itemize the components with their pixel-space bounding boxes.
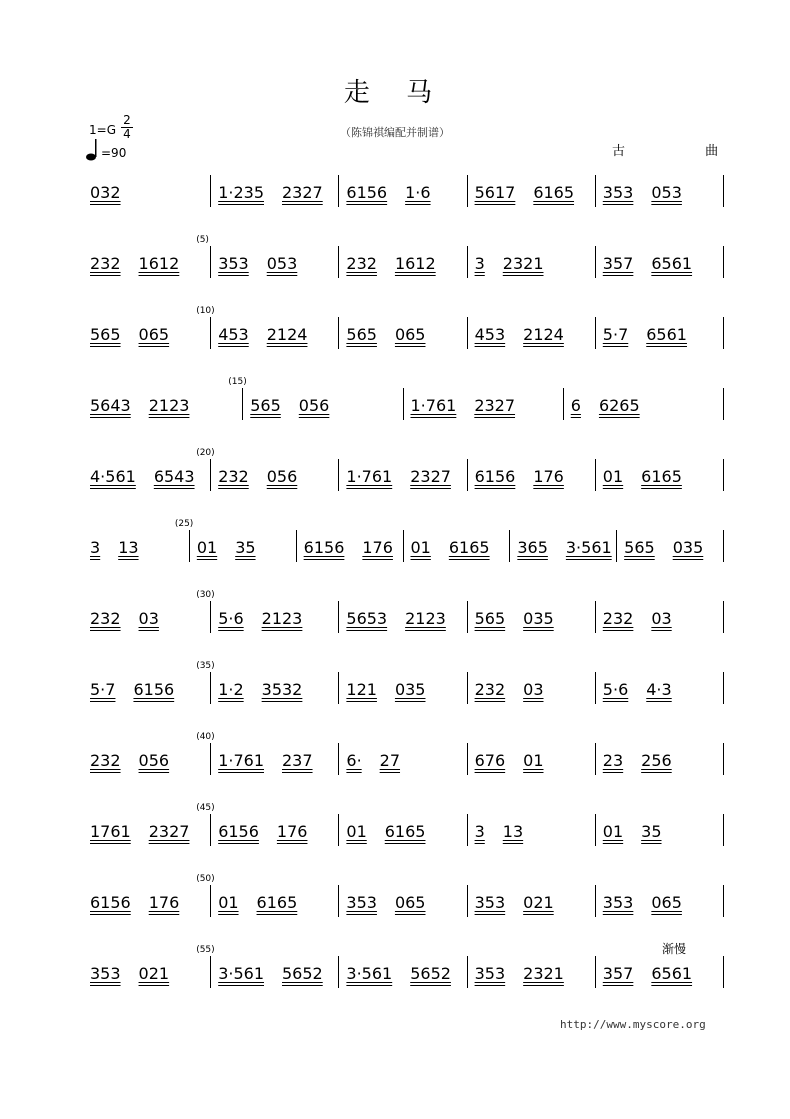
measure: [475, 893, 572, 912]
note-group: 5643: [90, 396, 131, 415]
tempo-marking: =90: [101, 146, 127, 160]
note-group: 232: [602, 609, 634, 628]
note-group: 1761: [90, 822, 131, 841]
note-group: 03: [138, 609, 159, 628]
note-group: 021: [523, 893, 554, 912]
measure: [218, 680, 320, 699]
note-group: 01: [523, 751, 544, 770]
measure: [218, 467, 315, 486]
note-group: 5·7: [90, 680, 116, 699]
barline: [338, 246, 339, 278]
barline: [403, 530, 404, 562]
measure-number: (10): [196, 306, 215, 316]
barline: [595, 601, 596, 633]
note-group: 1·761: [346, 467, 393, 486]
note-group: 035: [394, 680, 426, 699]
measure: [571, 396, 658, 415]
measure: [603, 609, 690, 628]
note-group: 2124: [523, 325, 564, 344]
note-group: 6165: [641, 467, 682, 486]
note-group: 6165: [533, 183, 575, 202]
note-group: 03: [651, 609, 672, 628]
barline: [403, 388, 404, 420]
measure: [411, 538, 508, 557]
note-group: 2124: [266, 325, 308, 344]
measure: [346, 680, 443, 699]
note-group: 4·561: [90, 467, 136, 486]
note-group: 35: [235, 538, 256, 557]
measure: [603, 751, 690, 770]
barline: [595, 814, 596, 846]
barline: [723, 601, 724, 633]
note-group: 35: [641, 822, 662, 841]
notation-row: [0, 235, 790, 286]
note-group: 353: [90, 964, 121, 983]
note-group: 6: [570, 396, 581, 415]
note-group: 6156: [218, 822, 259, 841]
note-group: 065: [651, 893, 682, 912]
barline: [338, 743, 339, 775]
note-group: 056: [298, 396, 330, 415]
measure: [475, 964, 582, 983]
barline: [467, 672, 468, 704]
measure: [90, 325, 187, 344]
note-group: 2327: [282, 183, 323, 202]
note-group: 357: [602, 964, 634, 983]
barline: [338, 672, 339, 704]
note-group: 5652: [282, 964, 323, 983]
note-group: 056: [138, 751, 170, 770]
note-group: 035: [672, 538, 704, 557]
measure-number: (55): [196, 945, 215, 955]
barline: [467, 885, 468, 917]
note-group: 035: [523, 609, 554, 628]
note-group: 232: [90, 751, 121, 770]
note-group: 27: [379, 751, 401, 770]
measure: [603, 893, 700, 912]
note-group: 23: [602, 751, 624, 770]
measure-number: (50): [196, 874, 215, 884]
note-group: 2123: [405, 609, 446, 628]
barline: [467, 459, 468, 491]
note-group: 1·235: [218, 183, 264, 202]
notation-row: [0, 519, 790, 570]
note-group: 176: [533, 467, 564, 486]
measure: [90, 964, 187, 983]
barline: [563, 388, 564, 420]
note-group: 121: [346, 680, 377, 699]
note-group: 1·2: [218, 680, 244, 699]
barline: [595, 246, 596, 278]
barline: [210, 317, 211, 349]
measure: [603, 325, 705, 344]
score-title: 走 马: [343, 78, 447, 108]
barline: [723, 459, 724, 491]
note-group: 565: [624, 538, 655, 557]
note-group: 5·7: [602, 325, 629, 344]
barline: [595, 175, 596, 207]
barline: [595, 459, 596, 491]
measure: [346, 609, 463, 628]
note-group: 353: [474, 893, 506, 912]
note-group: 5·6: [602, 680, 629, 699]
measure: [624, 538, 721, 557]
barline: [210, 601, 211, 633]
measure: [603, 964, 710, 983]
note-group: 6156: [346, 183, 388, 202]
measure: [346, 751, 418, 770]
barline: [467, 601, 468, 633]
note-group: 053: [266, 254, 298, 273]
note-group: 6561: [651, 254, 693, 273]
note-group: 565: [346, 325, 377, 344]
barline: [467, 814, 468, 846]
barline: [210, 743, 211, 775]
note-group: 6561: [646, 325, 687, 344]
measure-number: (25): [174, 519, 194, 529]
barline: [338, 175, 339, 207]
notation-row: [0, 803, 790, 854]
measure: [218, 183, 341, 202]
note-group: 6165: [256, 893, 298, 912]
barline: [467, 175, 468, 207]
note-group: 1612: [394, 254, 436, 273]
note-group: 176: [276, 822, 308, 841]
barline: [210, 956, 211, 988]
note-group: 021: [138, 964, 170, 983]
note-group: 056: [266, 467, 298, 486]
measure: [90, 893, 197, 912]
measure: [475, 609, 572, 628]
note-group: 176: [362, 538, 393, 557]
barline: [509, 530, 510, 562]
note-group: 3·561: [346, 964, 393, 983]
barline: [210, 459, 211, 491]
barline: [467, 956, 468, 988]
measure: [475, 751, 562, 770]
barline: [723, 956, 724, 988]
note-group: 01: [346, 822, 367, 841]
measure: [346, 822, 443, 841]
measure-number: (45): [196, 803, 215, 813]
barline: [723, 317, 724, 349]
measure: [603, 822, 680, 841]
ritardando-marking: 渐慢: [662, 942, 687, 956]
note-group: 453: [474, 325, 506, 344]
measure: [475, 680, 562, 699]
measure: [346, 183, 448, 202]
barline: [467, 317, 468, 349]
barline: [189, 530, 190, 562]
measure: [90, 183, 139, 202]
notation-row: [0, 732, 790, 783]
note-group: 6156: [474, 467, 516, 486]
measure: [346, 254, 453, 273]
measure: [90, 680, 192, 699]
note-group: 01: [196, 538, 218, 557]
measure: [411, 396, 534, 415]
barline: [210, 814, 211, 846]
notation-row: [0, 377, 790, 428]
measure: [90, 467, 213, 486]
note-group: 353: [602, 893, 634, 912]
time-signature: [121, 114, 133, 141]
measure: [475, 183, 592, 202]
note-group: 232: [346, 254, 377, 273]
note-group: 232: [90, 609, 121, 628]
barline: [723, 672, 724, 704]
note-group: 2123: [148, 396, 190, 415]
measure-number: (15): [228, 377, 247, 387]
barline: [467, 743, 468, 775]
measure-number: (5): [196, 235, 209, 245]
barline: [338, 814, 339, 846]
note-group: 2327: [474, 396, 516, 415]
note-group: 1·761: [218, 751, 264, 770]
barline: [242, 388, 243, 420]
note-group: 6561: [651, 964, 693, 983]
measure: [90, 751, 187, 770]
note-group: 5652: [410, 964, 451, 983]
note-group: 256: [641, 751, 672, 770]
measure-number: (35): [196, 661, 215, 671]
note-group: 065: [138, 325, 170, 344]
time-signature-bottom: 4: [123, 127, 131, 141]
note-group: 353: [602, 183, 634, 202]
note-group: 6543: [153, 467, 195, 486]
note-group: 1·6: [405, 183, 431, 202]
barline: [210, 246, 211, 278]
note-group: 676: [474, 751, 506, 770]
note-group: 353: [218, 254, 249, 273]
barline: [467, 246, 468, 278]
measure: [250, 396, 347, 415]
note-group: 3: [474, 254, 485, 273]
note-group: 565: [474, 609, 506, 628]
note-group: 6·: [346, 751, 362, 770]
note-group: 3·561: [218, 964, 264, 983]
measure-number: (40): [196, 732, 215, 742]
note-group: 353: [474, 964, 506, 983]
note-group: 357: [602, 254, 634, 273]
note-group: 3: [90, 538, 101, 557]
note-group: 01: [410, 538, 431, 557]
note-group: 13: [502, 822, 524, 841]
barline: [595, 885, 596, 917]
note-group: 232: [218, 467, 249, 486]
measure: [90, 822, 207, 841]
barline: [595, 317, 596, 349]
note-group: 032: [90, 183, 121, 202]
measure: [603, 183, 700, 202]
note-group: 5617: [474, 183, 516, 202]
note-group: 3: [474, 822, 485, 841]
note-group: 237: [282, 751, 313, 770]
note-group: 176: [148, 893, 180, 912]
measure: [603, 254, 710, 273]
time-signature-top: 2: [123, 113, 131, 127]
note-group: 065: [394, 893, 426, 912]
barline: [210, 175, 211, 207]
barline: [723, 885, 724, 917]
barline: [723, 743, 724, 775]
measure: [90, 254, 197, 273]
measure: [346, 325, 443, 344]
measure: [218, 751, 330, 770]
measure: [517, 538, 629, 557]
barline: [338, 459, 339, 491]
genre-label: 古 曲: [612, 144, 757, 159]
note-group: 2321: [523, 964, 564, 983]
note-group: 232: [90, 254, 121, 273]
barline: [595, 956, 596, 988]
notation-row: [0, 306, 790, 357]
barline: [616, 530, 617, 562]
barline: [595, 743, 596, 775]
measure: [475, 325, 582, 344]
barline: [210, 885, 211, 917]
barline: [723, 530, 724, 562]
notation-row: [0, 661, 790, 712]
notation-row: [0, 175, 790, 215]
arranger-credit: （陈锦祺编配并制谱）: [340, 126, 450, 139]
measure: [475, 822, 542, 841]
measure: [197, 538, 274, 557]
key-signature: 1=G: [89, 123, 116, 137]
note-group: 01: [602, 467, 624, 486]
note-group: 232: [474, 680, 506, 699]
measure-number: (20): [196, 448, 215, 458]
measure: [304, 538, 411, 557]
note-group: 453: [218, 325, 249, 344]
barline: [338, 601, 339, 633]
note-group: 365: [517, 538, 548, 557]
measure: [218, 964, 341, 983]
measure: [218, 609, 320, 628]
measure: [346, 893, 443, 912]
note-group: 01: [218, 893, 239, 912]
note-group: 6265: [598, 396, 640, 415]
barline: [723, 246, 724, 278]
barline: [296, 530, 297, 562]
measure: [90, 538, 157, 557]
barline: [595, 672, 596, 704]
note-group: 053: [651, 183, 682, 202]
note-group: 01: [602, 822, 624, 841]
note-group: 3532: [261, 680, 303, 699]
measure: [90, 396, 207, 415]
quarter-note-icon: [86, 139, 100, 161]
measure: [346, 467, 469, 486]
measure: [475, 254, 562, 273]
barline: [338, 885, 339, 917]
measure-number: (30): [196, 590, 215, 600]
note-group: 353: [346, 893, 377, 912]
measure: [90, 609, 177, 628]
note-group: 6156: [133, 680, 175, 699]
note-group: 5653: [346, 609, 388, 628]
note-group: 2327: [148, 822, 190, 841]
measure: [218, 325, 325, 344]
note-group: 2123: [261, 609, 303, 628]
notation-row: [0, 874, 790, 925]
note-group: 6165: [384, 822, 426, 841]
barline: [210, 672, 211, 704]
note-group: 2327: [410, 467, 451, 486]
note-group: 6156: [303, 538, 345, 557]
notation-row: [0, 590, 790, 641]
measure: [218, 822, 325, 841]
measure: [218, 254, 315, 273]
notation-row: [0, 448, 790, 499]
note-group: 565: [90, 325, 121, 344]
note-group: 5·6: [218, 609, 244, 628]
note-group: 6165: [448, 538, 490, 557]
note-group: 1612: [138, 254, 180, 273]
barline: [723, 388, 724, 420]
footer-url: http://www.myscore.org: [560, 1018, 706, 1031]
barline: [338, 317, 339, 349]
measure: [218, 893, 315, 912]
measure: [603, 467, 700, 486]
measure: [603, 680, 690, 699]
note-group: 6156: [90, 893, 131, 912]
note-group: 565: [250, 396, 281, 415]
barline: [338, 956, 339, 988]
barline: [723, 175, 724, 207]
barline: [723, 814, 724, 846]
note-group: 3·561: [565, 538, 612, 557]
note-group: 2321: [502, 254, 544, 273]
note-group: 13: [118, 538, 139, 557]
measure: [475, 467, 582, 486]
note-group: 065: [394, 325, 426, 344]
note-group: 4·3: [646, 680, 672, 699]
measure: [346, 964, 469, 983]
note-group: 1·761: [410, 396, 457, 415]
note-group: 03: [523, 680, 544, 699]
